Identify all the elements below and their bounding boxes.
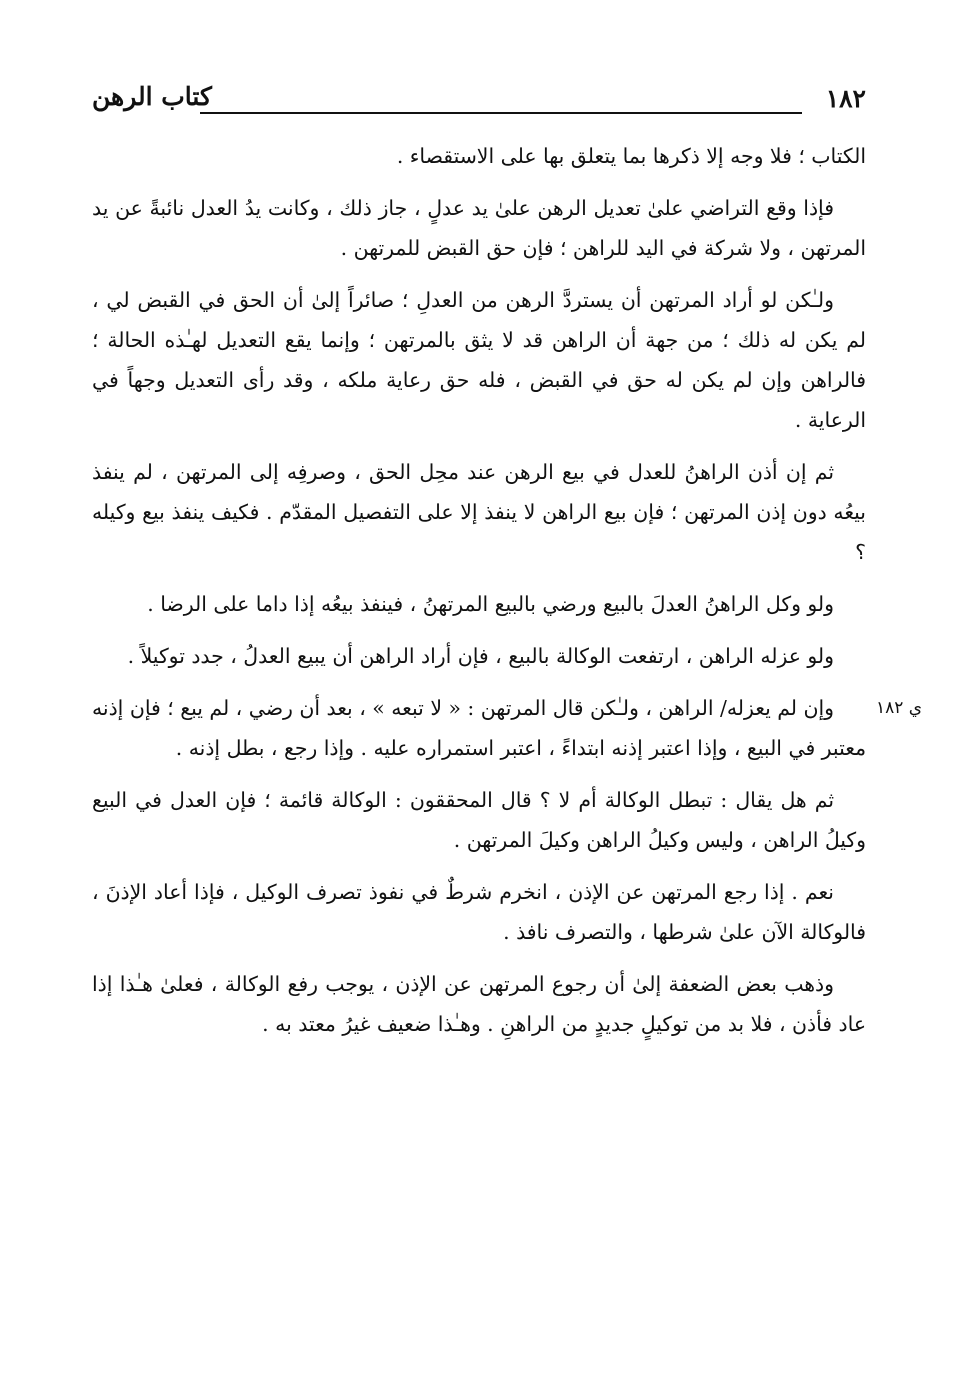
margin-folio-note: ي ١٨٢ [876, 698, 923, 718]
paragraph: ثم هل يقال : تبطل الوكالة أم لا ؟ قال المحققون : الوكالة قائمة ؛ فإن العدل في البيع وكيلُ الراهن ، وليس وكيلُ الراهن وكيلَ المرتهن . [92, 788, 866, 852]
paragraph: الكتاب ؛ فلا وجه إلا ذكرها بما يتعلق بها على الاستقصاء . [396, 144, 866, 168]
paragraph: وإن لم يعزله/ الراهن ، ولـٰكن قال المرتهن : « لا تبعه » ، بعد أن رضي ، لم يبع ؛ فإن إذنه معتبر في البيع ، وإذا اعتبر إذنه ابتداءً ، اعتبر استمراره عليه . وإذا رجع ، بطل إذنه . [92, 696, 866, 760]
paragraph-with-margin-note [92, 688, 923, 768]
main-text [92, 136, 923, 1056]
running-title: كتاب الرهن [92, 82, 212, 111]
paragraph: ولو وكل الراهنُ العدلَ بالبيع ورضي بالبيع المرتهنُ ، فينفذ بيعُه إذا داما على الرضا . [147, 592, 834, 616]
paragraph: فإذا وقع التراضي علىٰ تعديل الرهن علىٰ يد عدلٍ ، جاز ذلك ، وكانت يدُ العدل نائبةً عن يد المرتهن ، ولا شركة في اليد للراهن ؛ فإن حق القبض للمرتهن . [92, 196, 866, 260]
running-header [92, 82, 866, 122]
paragraph: ولو عزله الراهن ، ارتفعت الوكالة بالبيع ، فإن أراد الراهن أن يبيع العدلُ ، جدد توكيلاً . [127, 644, 834, 668]
paragraph: نعم . إذا رجع المرتهن عن الإذن ، انخرم شرطٌ في نفوذ تصرف الوكيل ، فإذا أعاد الإذنَ ، فالوكالة الآن علىٰ شرطها ، والتصرف نافذ . [92, 880, 866, 944]
paragraph: ثم إن أذن الراهنُ للعدل في بيع الرهن عند محِل الحق ، وصرفِه إلى المرتهن ، لم ينفذ بيعُه دون إذن المرتهن ؛ فإن بيع الراهن لا ينفذ إلا على التفصيل المقدّم . فكيف ينفذ بيع وكيله ؟ [92, 460, 866, 564]
paragraph: ولـٰكن لو أراد المرتهن أن يستردَّ الرهن من العدلِ ؛ صائراً إلىٰ أن الحق في القبض لي ، لم يكن له ذلك ؛ من جهة أن الراهن قد لا يثق بالمرتهن ؛ وإنما يقع التعديل لهـٰذه الحالة ؛ فالراهن وإن لم يكن له حق في القبض ، فله حق رعاية ملكه ، وقد رأى التعديل وجهاً في الرعاية . [92, 288, 866, 432]
page-number: ١٨٢ [825, 84, 866, 113]
header-rule [200, 112, 802, 114]
paragraph: وذهب بعض الضعفة إلىٰ أن رجوع المرتهن عن الإذن ، يوجب رفع الوكالة ، فعلىٰ هـٰذا إذا عاد فأذن ، فلا بد من توكيلٍ جديدٍ من الراهنِ . وهـٰذا ضعيف غيرُ معتد به . [92, 972, 866, 1036]
